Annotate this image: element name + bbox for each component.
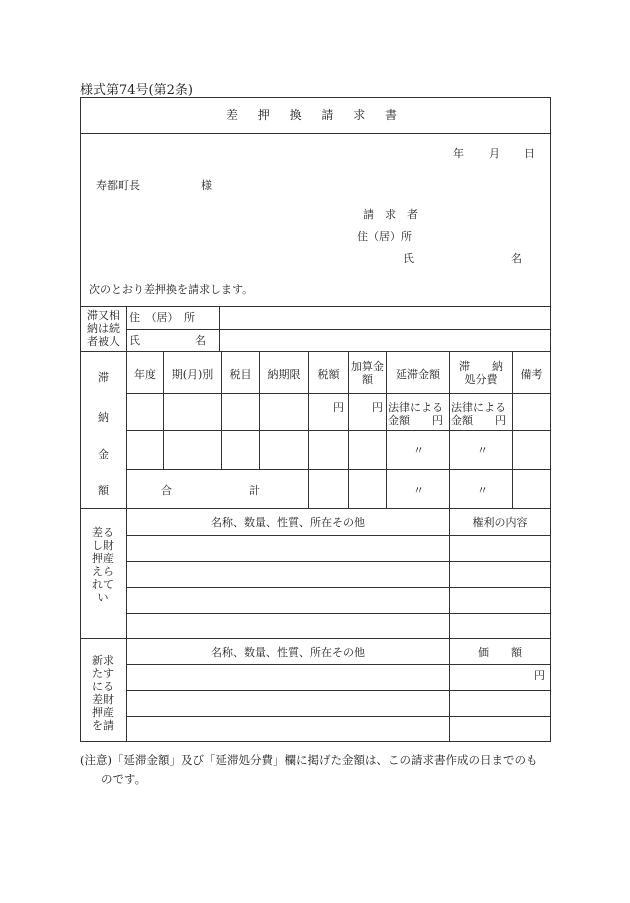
proc-ditto-2: 〃 [477,484,488,497]
date-day: 日 [524,147,535,160]
header-late-amount: 延滞金額 [396,368,440,381]
date-month: 月 [489,147,500,160]
header-due-date: 納期限 [267,368,301,381]
addressee-name: 寿都町長 [96,179,140,192]
note-line-2: のです。 [101,772,147,786]
tax-unit: 円 [333,401,344,414]
request-text: 次のとおり差押換を請求します。 [89,283,254,296]
requester-name-label: 氏 [403,252,414,265]
add-unit: 円 [372,401,383,414]
newly-header-value: 価 額 [478,646,522,659]
header-additional-amount: 加算金額 [351,360,384,386]
seized-header-rights: 権利の内容 [472,516,528,529]
addressee-honorific: 様 [201,179,212,192]
header-remarks: 備考 [520,368,543,381]
taxpayer-name-label: 氏 名 [129,334,206,347]
date-year: 年 [453,147,464,160]
proc-ditto-1: 〃 [477,444,488,457]
note-line-1: (注意)「延滞金額」及び「延滞処分費」欄に掲げた金額は、この請求書作成の日までのも [80,753,538,767]
requester-label: 請 求 者 [363,208,418,221]
newly-unit: 円 [534,669,545,682]
requester-address-label: 住（居）所 [357,230,412,243]
requester-name-suffix: 名 [511,252,522,265]
header-tax-amount: 税額 [317,368,340,381]
header-period: 期(月)別 [171,368,214,381]
delinquent-title-2: 納 [98,411,109,424]
header-year: 年度 [134,368,156,381]
late-legal-amount: 法律による金額 円 [388,401,443,427]
note [80,751,560,789]
newly-title: 新求 たす にる 差財 押産 を請 [92,654,114,732]
seized-title: 差る し財 押産 えら れて い [92,526,114,604]
delinquent-title-1: 滞 [98,371,109,384]
late-ditto-2: 〃 [413,484,424,497]
proc-legal-amount: 法律による金額 円 [451,401,506,427]
header-processing-fee: 滞 納処分費 [459,360,503,386]
header-tax-item: 税目 [229,368,252,381]
newly-header-desc: 名称、数量、性質、所在その他 [211,646,365,659]
form-number: 様式第74号(第2条) [80,83,193,98]
late-ditto-1: 〃 [413,444,424,457]
delinquent-title-4: 額 [98,484,109,497]
delinquent-title-3: 金 [98,448,109,461]
taxpayer-address-label: 住 （居） 所 [129,311,195,324]
taxpayer-title: 滞又相納は続者被人 [87,309,120,348]
form-title: 差 押 換 請 求 書 [225,108,406,122]
total-label: 合 計 [161,484,260,497]
form-frame [80,97,551,742]
seized-header-desc: 名称、数量、性質、所在その他 [211,516,365,529]
